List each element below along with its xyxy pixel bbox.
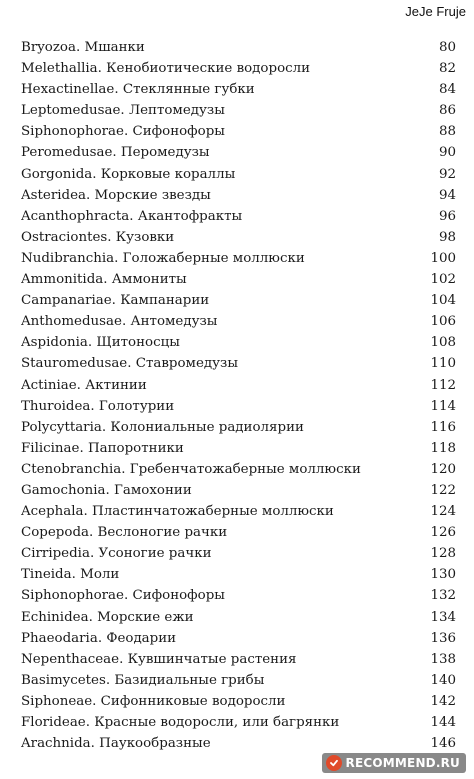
toc-entry-title: Basimycetes. Базидиальные грибы (21, 672, 265, 688)
toc-entry (21, 332, 456, 353)
toc-entry-title: Actiniae. Актинии (21, 377, 147, 393)
toc-entry-title: Ostraciontes. Кузовки (21, 229, 175, 245)
toc-entry (21, 480, 456, 501)
toc-entry (21, 142, 456, 163)
toc-entry-title: Melethallia. Кенобиотические водоросли (21, 61, 311, 77)
table-of-contents (21, 37, 456, 754)
toc-entry-title: Ctenobranchia. Гребенчатожаберные моллюски (21, 461, 361, 477)
toc-entry (21, 37, 456, 58)
toc-entry-page: 136 (430, 630, 456, 646)
toc-entry-page: 104 (430, 293, 456, 309)
toc-entry-page: 116 (430, 419, 456, 435)
toc-entry (21, 290, 456, 311)
toc-entry-title: Aspidonia. Щитоносцы (21, 335, 180, 351)
toc-entry (21, 353, 456, 374)
toc-entry-title: Arachnida. Паукообразные (21, 736, 211, 752)
toc-entry-title: Stauromedusae. Ставромедузы (21, 356, 238, 372)
toc-entry-page: 140 (430, 672, 456, 688)
toc-entry-title: Bryozoa. Мшанки (21, 40, 145, 55)
toc-entry-title: Thuroidea. Голотурии (21, 398, 175, 414)
toc-entry (21, 649, 456, 670)
toc-entry-title: Gorgonida. Корковые кораллы (21, 166, 236, 182)
toc-entry (21, 185, 456, 206)
toc-entry-page: 142 (430, 693, 456, 709)
toc-entry-title: Nudibranchia. Голожаберные моллюски (21, 250, 305, 266)
toc-entry-page: 126 (430, 525, 456, 541)
toc-entry (21, 248, 456, 269)
recommend-logo-icon (326, 755, 342, 771)
toc-entry-title: Asteridea. Морские звезды (21, 187, 211, 203)
toc-entry-page: 130 (430, 567, 456, 583)
toc-entry-title: Siphoneae. Сифонниковые водоросли (21, 693, 286, 709)
toc-entry-page: 134 (430, 609, 456, 625)
toc-entry-page: 90 (438, 145, 456, 161)
toc-entry-page: 128 (430, 546, 456, 562)
toc-entry-title: Nepenthaceae. Кувшинчатые растения (21, 651, 297, 667)
toc-entry-title: Peromedusae. Перомедузы (21, 145, 210, 161)
toc-entry-page: 112 (430, 377, 456, 393)
toc-entry (21, 733, 456, 754)
toc-entry (21, 58, 456, 79)
toc-entry (21, 564, 456, 585)
toc-entry-page: 84 (438, 82, 456, 98)
toc-entry (21, 206, 456, 227)
toc-entry-page: 124 (430, 504, 456, 520)
toc-entry-title: Hexactinellae. Стеклянные губки (21, 82, 255, 98)
toc-entry-title: Tineida. Моли (21, 567, 120, 583)
toc-entry-title: Leptomedusae. Лептомедузы (21, 103, 225, 119)
toc-entry-page: 110 (430, 356, 456, 372)
toc-entry-title: Anthomedusae. Антомедузы (21, 314, 218, 330)
toc-entry-page: 120 (430, 461, 456, 477)
toc-entry-page: 108 (430, 335, 456, 351)
toc-entry-title: Gamochonia. Гамохонии (21, 482, 192, 498)
toc-entry-page: 114 (430, 398, 456, 414)
toc-entry-page: 80 (438, 40, 456, 55)
watermark (322, 753, 466, 773)
toc-entry-title: Siphonophorae. Сифонофоры (21, 124, 225, 140)
toc-entry-page: 132 (430, 588, 456, 604)
toc-entry (21, 607, 456, 628)
toc-entry (21, 543, 456, 564)
toc-entry-title: Echinidea. Морские ежи (21, 609, 194, 625)
toc-entry-page: 96 (438, 208, 456, 224)
toc-entry-page: 86 (438, 103, 456, 119)
toc-entry (21, 100, 456, 121)
toc-entry-page: 102 (430, 272, 456, 288)
toc-entry-page: 100 (430, 250, 456, 266)
toc-entry-page: 106 (430, 314, 456, 330)
toc-entry (21, 459, 456, 480)
toc-entry (21, 585, 456, 606)
toc-entry-page: 138 (430, 651, 456, 667)
user-tag: JeJe Fruje (405, 4, 466, 19)
toc-entry-page: 98 (438, 229, 456, 245)
toc-entry (21, 79, 456, 100)
toc-entry-title: Acanthophracta. Акантофракты (21, 208, 243, 224)
toc-entry-title: Florideae. Красные водоросли, или багрянки (21, 715, 340, 730)
toc-entry (21, 311, 456, 332)
toc-entry-page: 92 (438, 166, 456, 182)
toc-entry (21, 164, 456, 185)
toc-entry (21, 501, 456, 522)
toc-entry-page: 88 (438, 124, 456, 140)
toc-entry-title: Acephala. Пластинчатожаберные моллюски (21, 504, 334, 520)
toc-entry-title: Siphonophorae. Сифонофоры (21, 588, 225, 604)
toc-entry-page: 94 (438, 187, 456, 203)
toc-entry-page: 82 (438, 61, 456, 77)
toc-entry-title: Campanariae. Кампанарии (21, 293, 210, 309)
toc-entry (21, 269, 456, 290)
watermark-text: RECOMMEND.RU (345, 756, 460, 770)
toc-entry (21, 438, 456, 459)
toc-entry (21, 375, 456, 396)
toc-entry (21, 670, 456, 691)
toc-entry-page: 122 (430, 482, 456, 498)
toc-entry (21, 628, 456, 649)
toc-entry-title: Polycyttaria. Колониальные радиолярии (21, 419, 304, 435)
toc-entry (21, 121, 456, 142)
toc-entry (21, 712, 456, 733)
toc-entry-page: 144 (430, 715, 456, 730)
toc-entry-title: Filicinae. Папоротники (21, 440, 184, 456)
toc-entry-page: 118 (430, 440, 456, 456)
toc-entry-title: Ammonitida. Аммониты (21, 272, 187, 288)
toc-entry-page: 146 (430, 736, 456, 752)
toc-entry (21, 396, 456, 417)
toc-entry-title: Copepoda. Веслоногие рачки (21, 525, 228, 541)
toc-entry (21, 691, 456, 712)
toc-entry (21, 417, 456, 438)
toc-entry (21, 522, 456, 543)
toc-entry-title: Cirripedia. Усоногие рачки (21, 546, 212, 562)
toc-entry-title: Phaeodaria. Феодарии (21, 630, 177, 646)
toc-entry (21, 227, 456, 248)
